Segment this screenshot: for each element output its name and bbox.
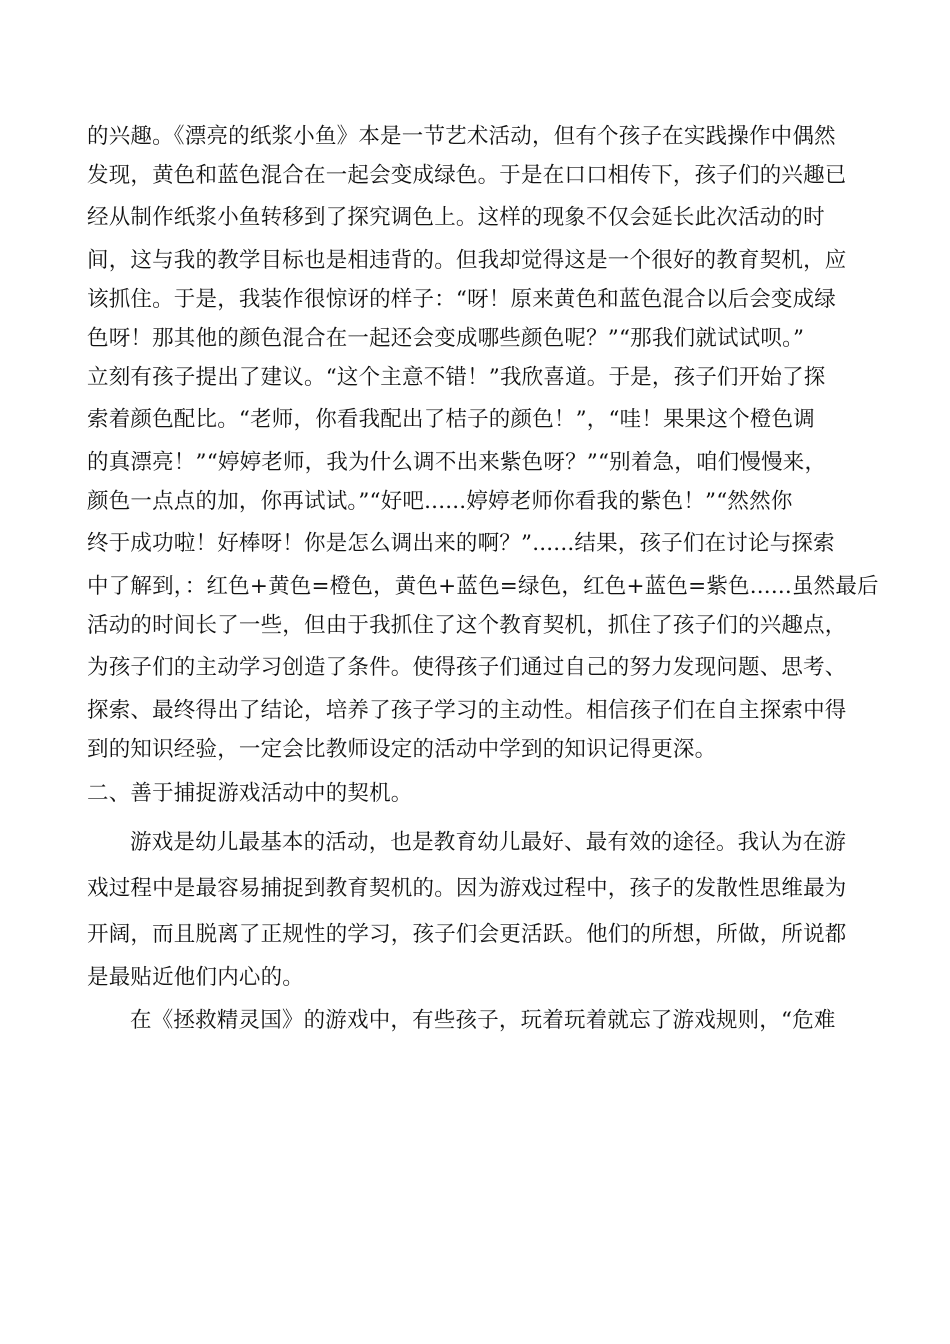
text-line: 活动的时间长了一些，但由于我抓住了这个教育契机，抓住了孩子们的兴趣点， [87,613,847,638]
text-line: 为孩子们的主动学习创造了条件。使得孩子们通过自己的努力发现问题、思考、 [87,655,847,680]
section-heading: 二、善于捕捉游戏活动中的契机。 [87,781,413,806]
text-line: 是最贴近他们内心的。 [87,965,305,990]
text-line: 戏过程中是最容易捕捉到教育契机的。因为游戏过程中，孩子的发散性思维最为 [87,876,847,901]
paragraph-2 [87,819,867,997]
paragraph-3 [87,997,867,1044]
paragraph-1 [87,117,879,769]
text-line: 立刻有孩子提出了建议。“这个主意不错！”我欣喜道。于是，孩子们开始了探 [87,365,826,390]
text-line: 颜色一点点的加，你再试试。”“好吧......婷婷老师你看我的紫色！”“然然你 [87,489,793,514]
text-line: 间，这与我的教学目标也是相违背的。但我却觉得这是一个很好的教育契机，应 [87,248,847,273]
text-line: 发现，黄色和蓝色混合在一起会变成绿色。于是在口口相传下，孩子们的兴趣已 [87,163,847,188]
text-line: 在《拯救精灵国》的游戏中，有些孩子，玩着玩着就忘了游戏规则，“危难 [130,1008,836,1033]
text-line: 中了解到，：红色+黄色=橙色，黄色+蓝色=绿色，红色+蓝色=紫色......虽然最后 [87,574,879,599]
text-line: 到的知识经验，一定会比教师设定的活动中学到的知识记得更深。 [87,737,717,762]
text-line: 的兴趣。《漂亮的纸浆小鱼》本是一节艺术活动，但有个孩子在实践操作中偶然 [87,124,836,149]
text-line: 探索、最终得出了结论，培养了孩子学习的主动性。相信孩子们在自主探索中得 [87,698,847,723]
text-line: 该抓住。于是，我装作很惊讶的样子：“呀！原来黄色和蓝色混合以后会变成绿 [87,287,836,312]
text-line: 经从制作纸浆小鱼转移到了探究调色上。这样的现象不仅会延长此次活动的时 [87,205,825,230]
text-line: 开阔，而且脱离了正规性的学习，孩子们会更活跃。他们的所想，所做，所说都 [87,922,847,947]
text-line: 终于成功啦！好棒呀！你是怎么调出来的啊？”......结果，孩子们在讨论与探索 [87,531,835,556]
text-line: 游戏是幼儿最基本的活动，也是教育幼儿最好、最有效的途径。我认为在游 [130,830,847,855]
document-body [87,117,879,1044]
text-line: 的真漂亮！”“婷婷老师，我为什么调不出来紫色呀？”“别着急，咱们慢慢来， [87,450,827,475]
text-line: 色呀！那其他的颜色混合在一起还会变成哪些颜色呢？”“那我们就试试呗。” [87,326,805,351]
text-line: 索着颜色配比。“老师，你看我配出了桔子的颜色！”，“哇！果果这个橙色调 [87,407,815,432]
